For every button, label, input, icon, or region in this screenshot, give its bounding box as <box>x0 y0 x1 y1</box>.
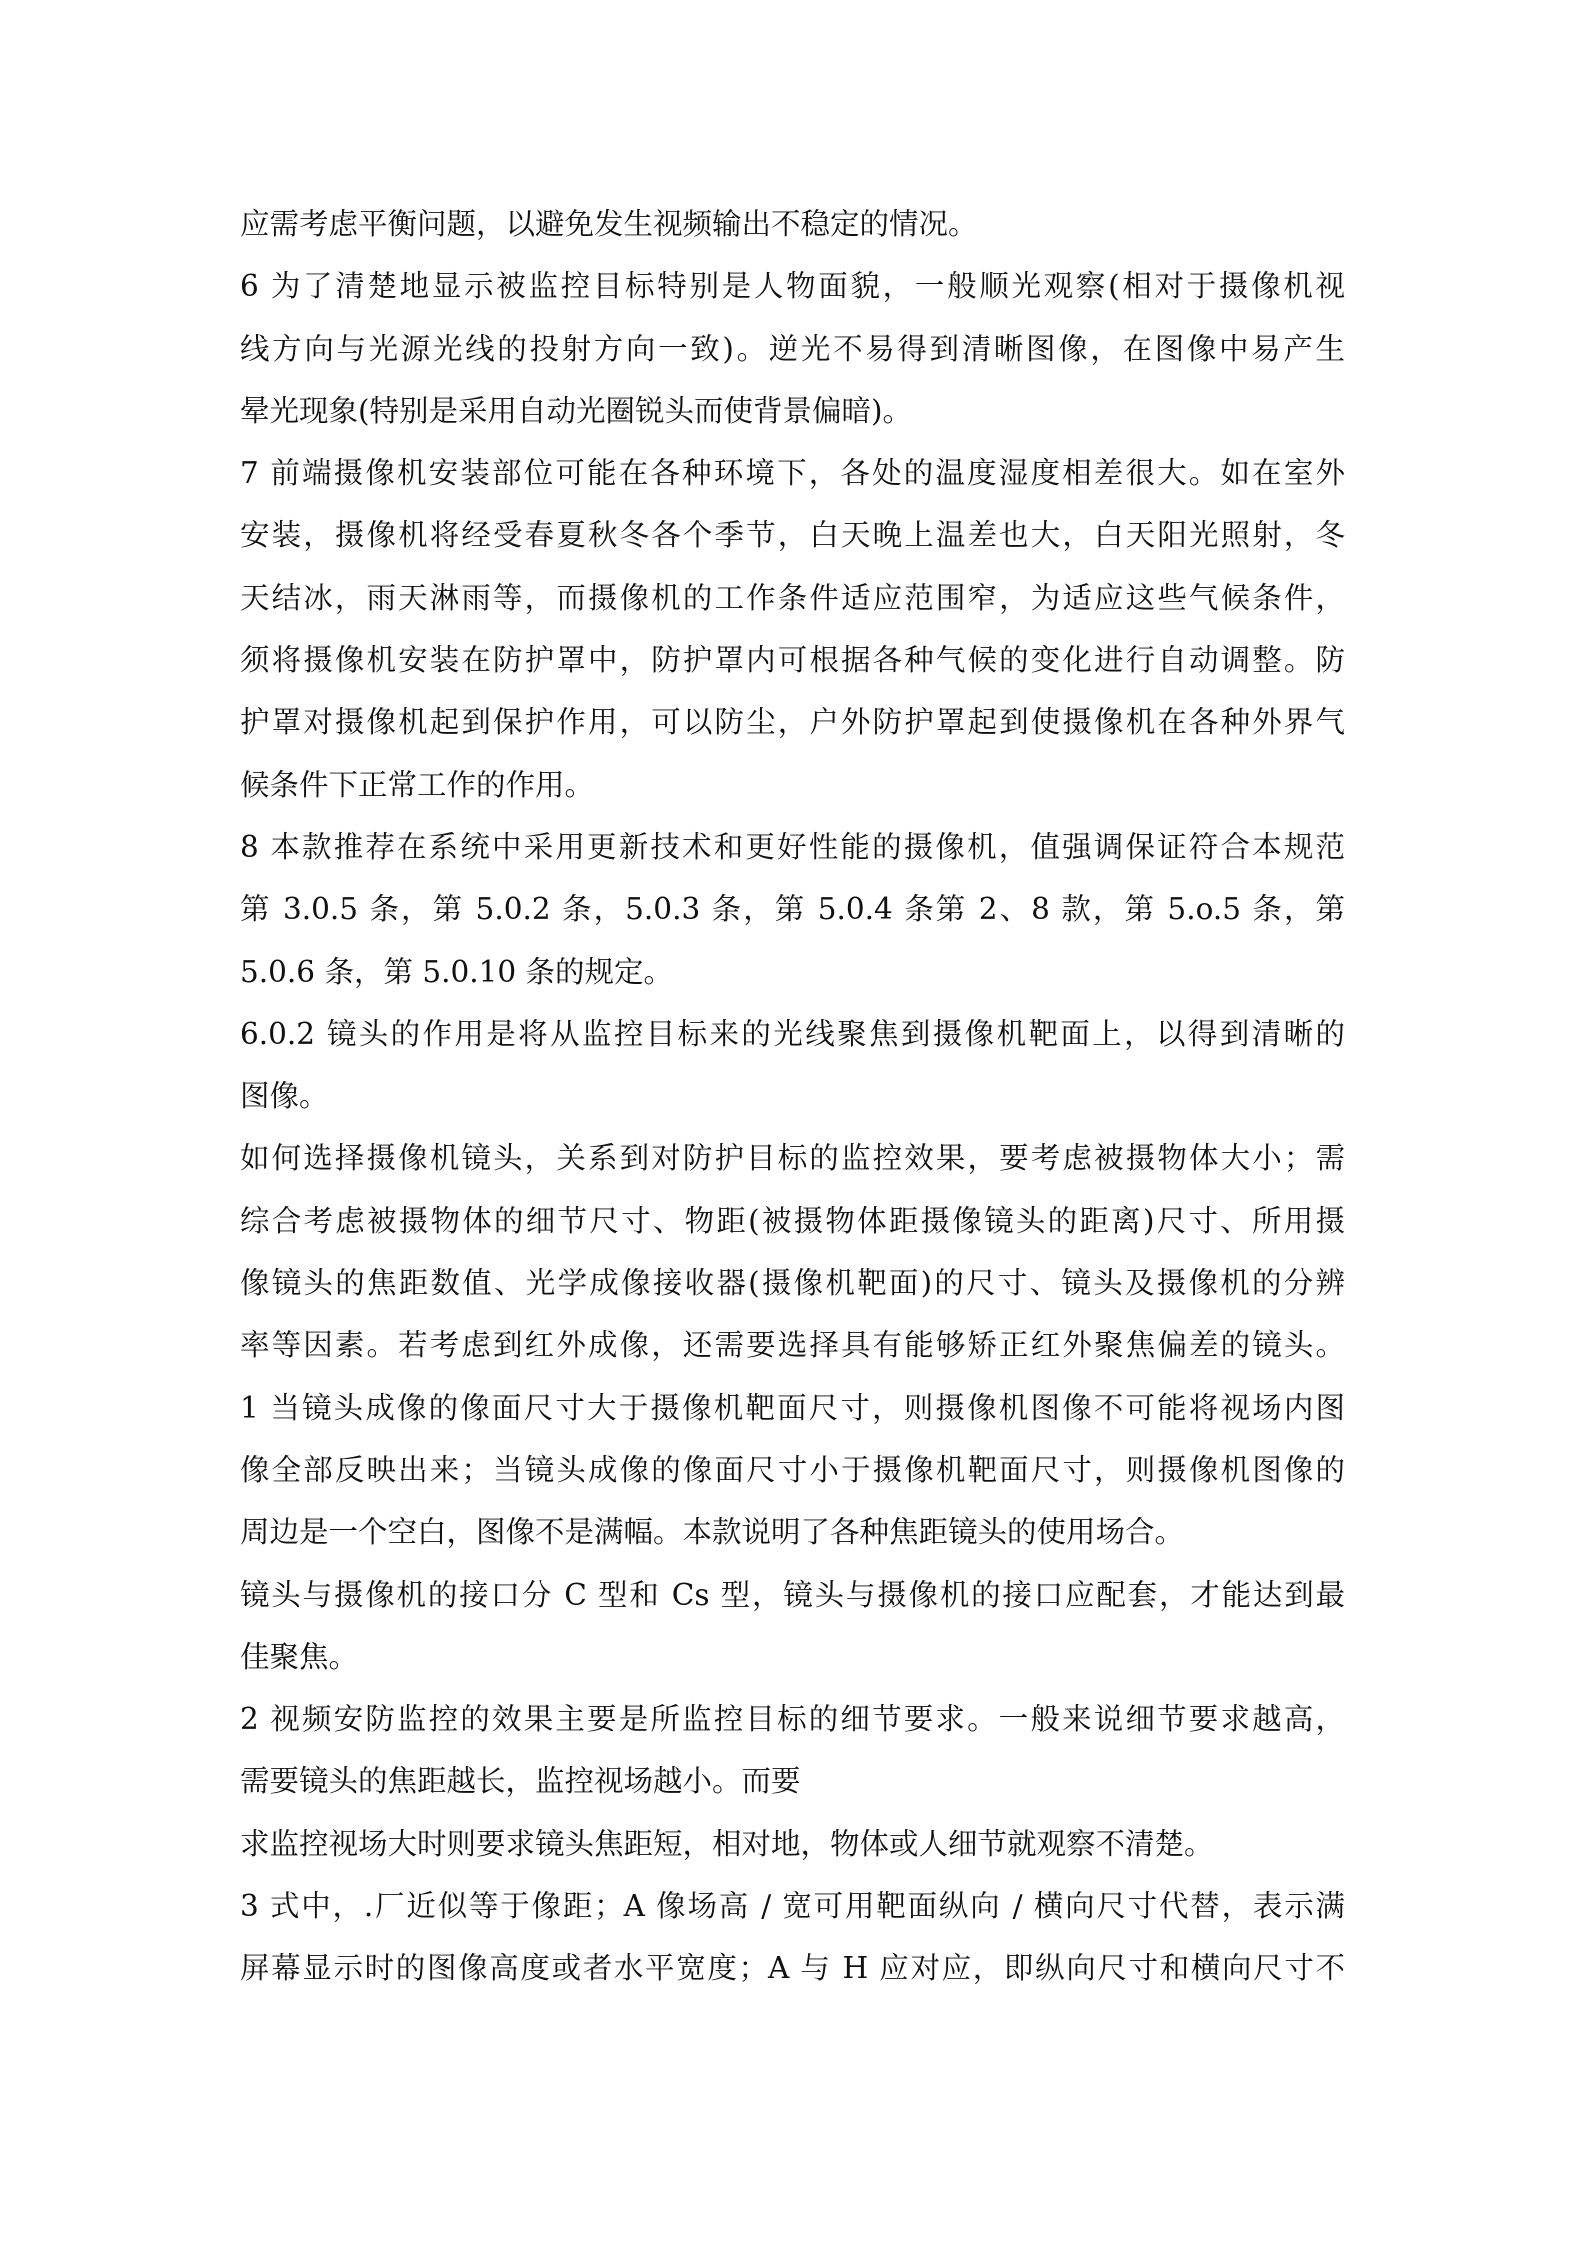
text-line: 5.0.6 条，第 5.0.10 条的规定。 <box>240 954 674 989</box>
text-line: 综合考虑被摄物体的细节尺寸、物距(被摄物体距摄像镜头的距离)尺寸、所用摄 <box>240 1203 1345 1238</box>
text-line: 6.0.2 镜头的作用是将从监控目标来的光线聚焦到摄像机靶面上，以得到清晰的 <box>240 1016 1345 1051</box>
text-line: 如何选择摄像机镜头，关系到对防护目标的监控效果，要考虑被摄物体大小；需 <box>240 1141 1345 1176</box>
text-line: 6 为了清楚地显示被监控目标特别是人物面貌，一般顺光观察(相对于摄像机视 <box>240 269 1345 304</box>
text-line: 1 当镜头成像的像面尺寸大于摄像机靶面尺寸，则摄像机图像不可能将视场内图 <box>240 1390 1345 1425</box>
text-line: 应需考虑平衡问题，以避免发生视频输出不稳定的情况。 <box>240 207 978 241</box>
text-line: 8 本款推荐在系统中采用更新技术和更好性能的摄像机，值强调保证符合本规范 <box>240 829 1345 864</box>
text-line: 率等因素。若考虑到红外成像，还需要选择具有能够矫正红外聚焦偏差的镜头。 <box>240 1328 1345 1363</box>
text-line: 佳聚焦。 <box>240 1639 359 1674</box>
text-line: 镜头与摄像机的接口分 C 型和 Cs 型，镜头与摄像机的接口应配套，才能达到最 <box>240 1577 1345 1612</box>
text-line: 天结冰，雨天淋雨等，而摄像机的工作条件适应范围窄，为适应这些气候条件， <box>240 580 1345 615</box>
text-line: 安装，摄像机将经受春夏秋冬各个季节，白天晚上温差也大，白天阳光照射，冬 <box>240 518 1345 553</box>
text-line: 第 3.0.5 条，第 5.0.2 条，5.0.3 条，第 5.0.4 条第 2、8 款，第 5.o.5 条，第 <box>240 892 1345 927</box>
text-line: 2 视频安防监控的效果主要是所监控目标的细节要求。一般来说细节要求越高， <box>240 1702 1345 1737</box>
text-line: 护罩对摄像机起到保护作用，可以防尘，户外防护罩起到使摄像机在各种外界气 <box>240 705 1345 740</box>
text-line: 候条件下正常工作的作用。 <box>240 767 595 802</box>
text-line: 线方向与光源光线的投射方向一致)。逆光不易得到清晰图像，在图像中易产生 <box>240 331 1345 366</box>
document-page <box>240 193 1345 2000</box>
text-line: 周边是一个空白，图像不是满幅。本款说明了各种焦距镜头的使用场合。 <box>240 1515 1185 1550</box>
text-line: 需要镜头的焦距越长，监控视场越小。而要 <box>240 1764 801 1799</box>
text-line: 晕光现象(特别是采用自动光圈锐头而使背景偏暗)。 <box>240 393 913 428</box>
text-line: 7 前端摄像机安装部位可能在各种环境下，各处的温度湿度相差很大。如在室外 <box>240 456 1345 491</box>
text-line: 图像。 <box>240 1079 329 1114</box>
text-line: 3 式中，.厂近似等于像距；A 像场高 / 宽可用靶面纵向 / 横向尺寸代替，表示满 <box>240 1889 1345 1924</box>
text-line: 像镜头的焦距数值、光学成像接收器(摄像机靶面)的尺寸、镜头及摄像机的分辨 <box>240 1266 1345 1301</box>
text-line: 求监控视场大时则要求镜头焦距短，相对地，物体或人细节就观察不清楚。 <box>240 1826 1214 1861</box>
text-line: 须将摄像机安装在防护罩中，防护罩内可根据各种气候的变化进行自动调整。防 <box>240 643 1345 678</box>
text-line: 屏幕显示时的图像高度或者水平宽度；A 与 H 应对应，即纵向尺寸和横向尺寸不 <box>240 1951 1345 1986</box>
text-line: 像全部反映出来；当镜头成像的像面尺寸小于摄像机靶面尺寸，则摄像机图像的 <box>240 1452 1345 1487</box>
